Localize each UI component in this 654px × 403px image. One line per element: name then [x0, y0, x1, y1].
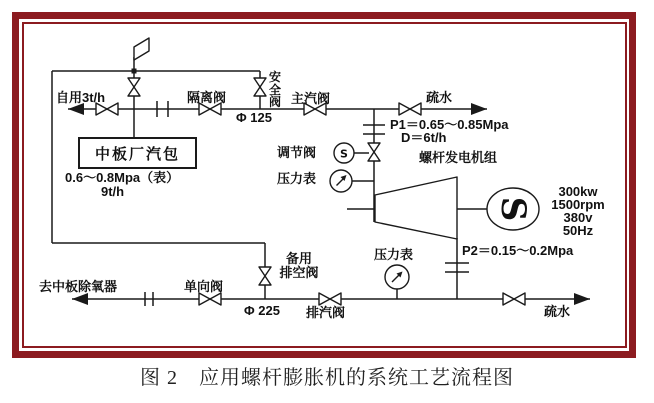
standby-vent-line1: 备用	[285, 251, 312, 266]
d-value: D＝6t/h	[401, 129, 447, 145]
generator-letter: S	[493, 196, 533, 222]
bottom-drain-valve-symbol	[503, 293, 525, 305]
drum-flow-note: 9t/h	[101, 184, 125, 199]
to-deaerator-label: 去中板除氧器	[39, 279, 118, 294]
inlet-gauge-label: 压力表	[277, 171, 317, 186]
top-drain-valve-symbol	[399, 103, 421, 115]
generator-specs	[540, 185, 616, 237]
drum-label: 中板厂汽包	[94, 145, 180, 163]
main-steam-valve-label: 主汽阀	[291, 91, 331, 106]
top-drain-label: 疏水	[426, 90, 453, 105]
bottom-drain-arrow	[574, 293, 590, 305]
pipe-dia-125-label: Φ 125	[236, 110, 272, 125]
p1-value: P1＝0.65～0.85Mpa	[390, 117, 509, 132]
drum-pressure-note: 0.6～0.8Mpa（表）	[65, 170, 180, 185]
isolation-valve-label: 隔离阀	[187, 90, 227, 105]
deaerator-arrow	[72, 293, 88, 305]
drum-box	[78, 137, 197, 169]
standby-vent-valve-label	[270, 252, 328, 279]
p2-value: P2＝0.15～0.2Mpa	[462, 243, 574, 258]
check-valve-label: 单向阀	[184, 279, 224, 294]
vent-flag-icon	[134, 38, 149, 60]
spec-power: 300kw	[558, 184, 598, 199]
exhaust-gauge-label: 压力表	[374, 247, 414, 262]
self-use-label: 自用3t/h	[56, 90, 106, 105]
screw-expander-symbol	[375, 177, 457, 239]
exhaust-valve-label: 排汽阀	[306, 305, 346, 320]
actuator-letter: S	[340, 147, 348, 161]
bottom-drain-label: 疏水	[544, 304, 571, 319]
top-drain-arrow	[471, 103, 487, 115]
check-valve-symbol	[199, 293, 221, 305]
regulating-valve-symbol	[368, 143, 380, 161]
safety-valve-label: 安全阀	[268, 70, 281, 109]
unit-name-label: 螺杆发电机组	[419, 150, 498, 165]
pipe-dia-225-label: Φ 225	[244, 303, 280, 318]
drum-vent-valve-symbol	[128, 78, 140, 96]
pipe-junction-dot	[132, 69, 137, 74]
regulating-valve-label: 调节阀	[277, 145, 317, 160]
spec-freq: 50Hz	[562, 223, 594, 238]
safety-valve-symbol	[254, 78, 266, 96]
spec-speed: 1500rpm	[551, 197, 605, 212]
standby-vent-line2: 排空阀	[279, 264, 319, 280]
spec-voltage: 380v	[563, 210, 593, 225]
exhaust-valve-symbol	[319, 293, 341, 305]
figure-caption: 图 2 应用螺杆膨胀机的系统工艺流程图	[140, 367, 514, 389]
